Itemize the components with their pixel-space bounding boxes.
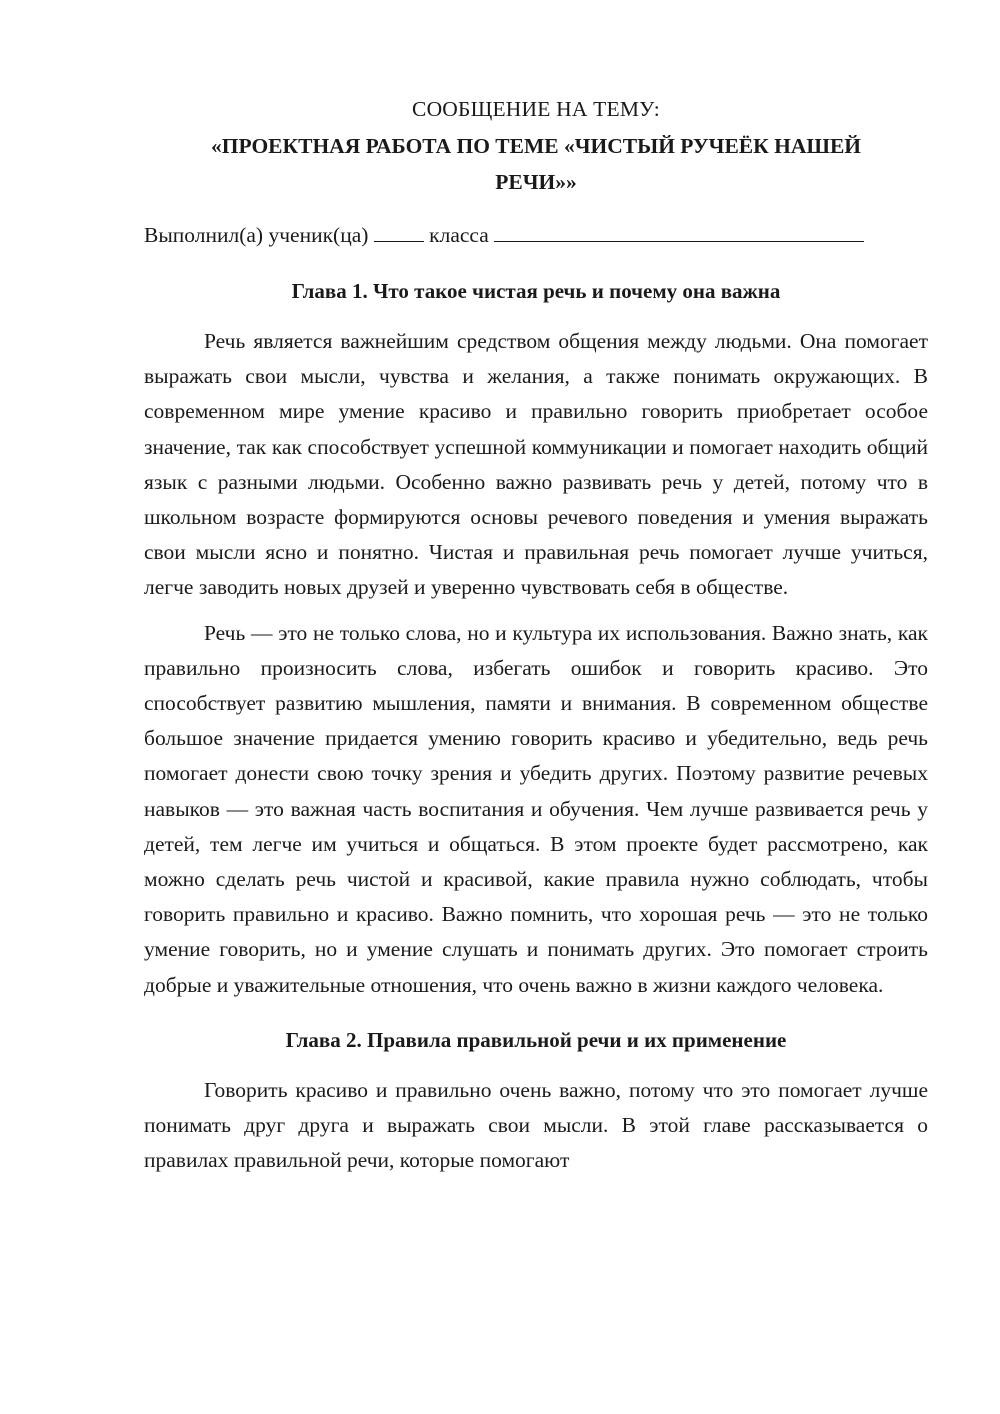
chapter-2-paragraph-1: Говорить красиво и правильно очень важно, потому что это помогает лучше понимать друг друга и выражать свои мысли. В этой главе рассказывается о правилах правильной речи, которые помогают bbox=[144, 1077, 928, 1173]
class-number-blank bbox=[374, 221, 424, 242]
document-page bbox=[144, 92, 928, 1178]
author-line bbox=[144, 218, 928, 252]
chapter-1-paragraph-1: Речь является важнейшим средством общения между людьми. Она помогает выражать свои мысли, чувства и желания, а также понимать окружающих. В современном мире умение красиво и правильно говорить приобретает особое значение, так как способствует успешной коммуникации и помогает находить общий язык с разными людьми. Особенно важно развивать речь у детей, потому что в школьном возрасте формируются основы речевого поведения и умения выражать свои мысли ясно и понятно. Чистая и правильная речь помогает лучше учиться, легче заводить новых друзей и уверенно чувствовать себя в обществе. bbox=[144, 329, 928, 600]
chapter-1-paragraph-2: Речь — это не только слова, но и культура их использования. Важно знать, как правильно произносить слова, избегать ошибок и говорить красиво. Это способствует развитию мышления, памяти и внимания. В современном обществе большое значение придается умению говорить красиво и убедительно, ведь речь помогает донести свою точку зрения и убедить других. Поэтому развитие речевых навыков — это важная часть воспитания и обучения. Чем лучше развивается речь у детей, тем легче им учиться и общаться. В этом проекте будет рассмотрено, как можно сделать речь чистой и красивой, какие правила нужно соблюдать, чтобы говорить правильно и красиво. Важно помнить, что хорошая речь — это не только умение говорить, но и умение слушать и понимать других. Это помогает строить добрые и уважительные отношения, что очень важно в жизни каждого человека. bbox=[144, 620, 928, 997]
chapter-1 bbox=[144, 274, 928, 1003]
document-type-label: СООБЩЕНИЕ НА ТЕМУ: bbox=[412, 97, 660, 121]
student-name-blank bbox=[494, 221, 864, 242]
chapter-2-heading: Глава 2. Правила правильной речи и их применение bbox=[285, 1027, 787, 1052]
author-prefix: Выполнил(а) ученик(ца) bbox=[144, 223, 369, 247]
chapter-2 bbox=[144, 1023, 928, 1179]
chapter-1-heading: Глава 1. Что такое чистая речь и почему она важна bbox=[291, 279, 781, 303]
document-title: «ПРОЕКТНАЯ РАБОТА ПО ТЕМЕ «ЧИСТЫЙ РУЧЕЁК НАШЕЙ РЕЧИ»» bbox=[210, 134, 862, 194]
class-label: класса bbox=[429, 223, 489, 247]
